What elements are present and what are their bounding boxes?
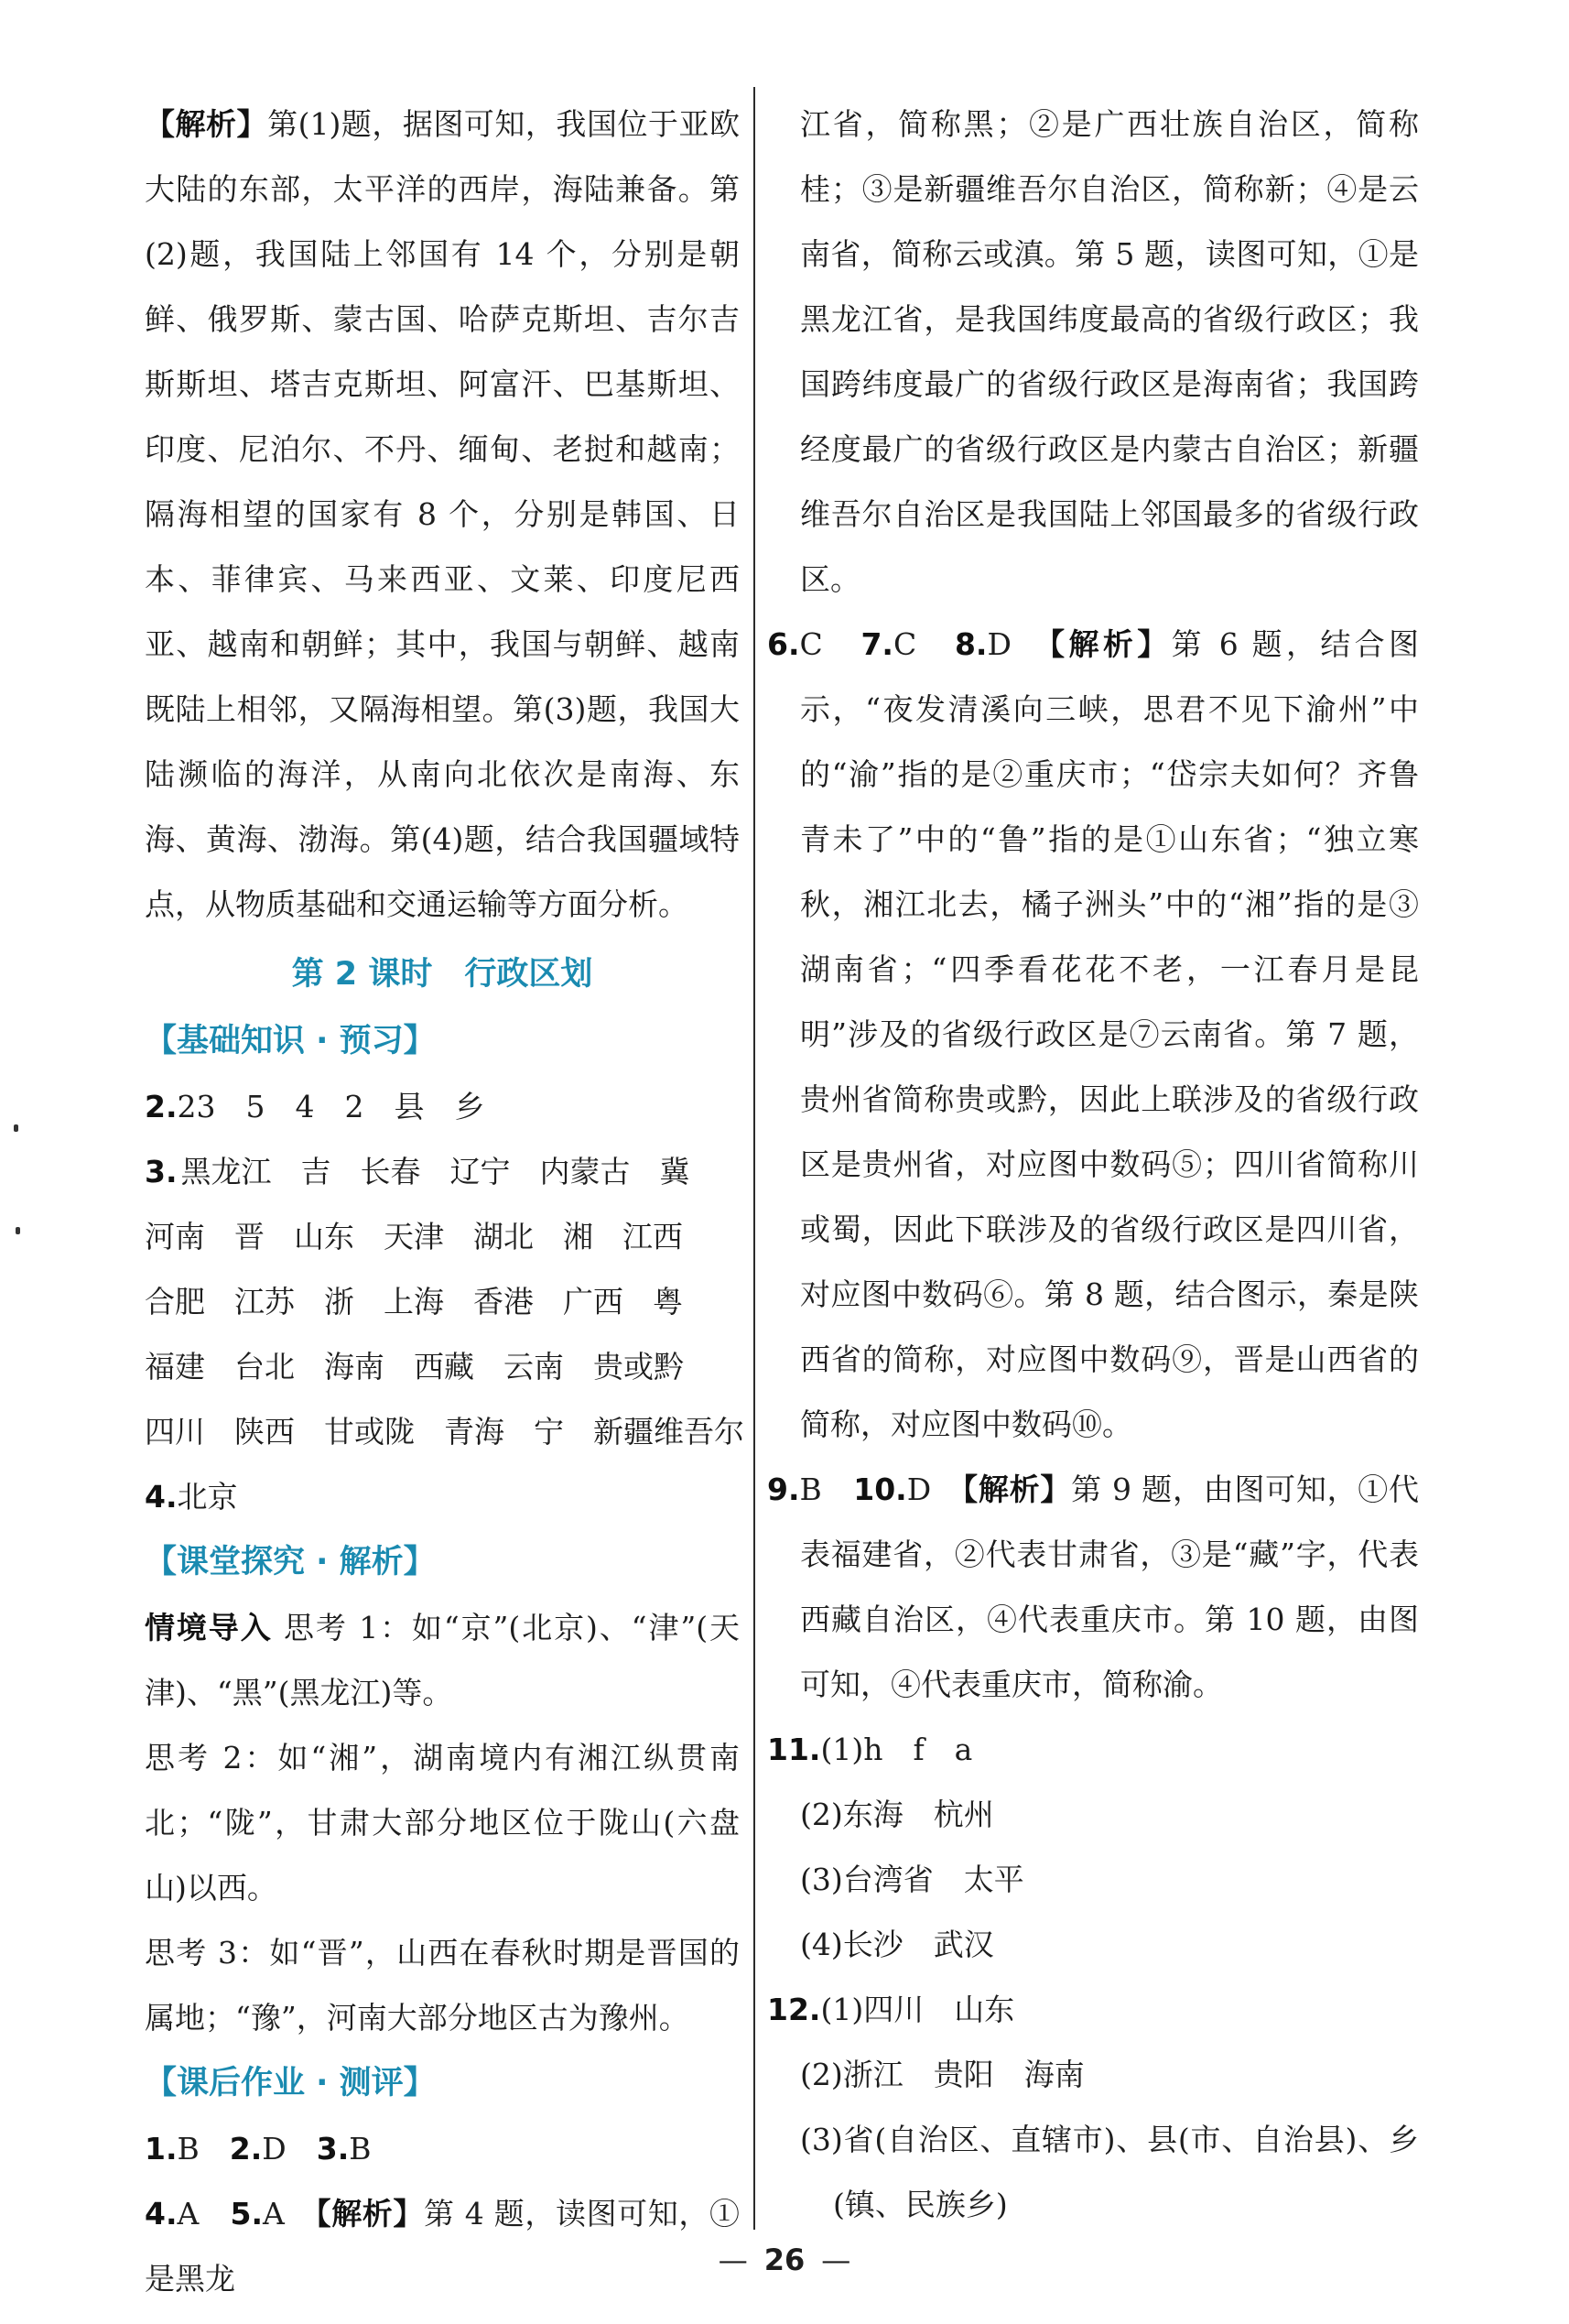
section-title-basic-knowledge: 【基础知识 · 预习】 — [145, 1023, 436, 1059]
footer-dash: — — [821, 2243, 851, 2277]
q3-row: 3. 黑龙江 吉 长春 辽宁 内蒙古 冀 — [145, 1154, 690, 1189]
q3-row: 合肥 江苏 浙 上海 香港 广西 粤 — [145, 1284, 683, 1319]
lesson-title: 第 2 课时 行政区划 — [291, 956, 593, 993]
scenario-think-2: 思考 2：如“湘”，湖南境内有湘江纵贯南北；“陇”，甘肃大部分地区位于陇山(六盘山)以西。 — [145, 1740, 740, 1906]
answer-q11-line: (2)东海 杭州 — [800, 1797, 994, 1832]
analysis-continued: 江省，简称黑；②是广西壮族自治区，简称桂；③是新疆维吾尔自治区，简称新；④是云南省，简称云或滇。第 5 题，读图可知，①是黑龙江省，是我国纬度最高的省级行政区；我国跨纬度最广的省级行政区是海南省；我国跨经度最广的省级行政区是内蒙古自治区；新疆维吾尔自治区是我国陆上邻国最多的省级行政区。 — [800, 106, 1419, 597]
answer-q12-line: (2)浙江 贵阳 海南 — [800, 2057, 1085, 2092]
answer-q3 — [145, 1139, 744, 1464]
answer-q11-line: 11.(1)h f a — [767, 1732, 973, 1767]
answers-1-3: 1.B 2.D 3.B — [145, 2131, 372, 2167]
analysis-paragraph: 【解析】第(1)题，据图可知，我国位于亚欧大陆的东部，太平洋的西岸，海陆兼备。第(2)题，我国陆上邻国有 14 个，分别是朝鲜、俄罗斯、蒙古国、哈萨克斯坦、吉尔吉斯斯坦、塔吉克斯坦、阿富汗、巴基斯坦、印度、尼泊尔、不丹、缅甸、老挝和越南；隔海相望的国家有 8 个，分别是韩国、日本、菲律宾、马来西亚、文莱、印度尼西亚、越南和朝鲜；其中，我国与朝鲜、越南既陆上相邻，又隔海相望。第(3)题，我国大陆濒临的海洋，从南向北依次是南海、东海、黄海、渤海。第(4)题，结合我国疆域特点，从物质基础和交通运输等方面分析。 — [145, 106, 741, 922]
answer-q12-line: (3)省(自治区、直辖市)、县(市、自治县)、乡(镇、民族乡) — [800, 2122, 1419, 2222]
answer-q11-line: (4)长沙 武汉 — [800, 1927, 994, 1962]
answer-q2: 2.23 5 4 2 县 乡 — [145, 1089, 485, 1124]
q3-row: 河南 晋 山东 天津 湖北 湘 江西 — [145, 1219, 683, 1254]
scenario-think-1: 情境导入 思考 1：如“京”(北京)、“津”(天津)、“黑”(黑龙江)等。 — [145, 1610, 740, 1710]
right-column — [767, 92, 1419, 2237]
answer-q12-line: 12.(1)四川 山东 — [767, 1992, 1015, 2027]
page-number: 26 — [763, 2243, 806, 2277]
section-title-homework: 【课后作业 · 测评】 — [145, 2065, 436, 2101]
footer-dash: — — [718, 2243, 748, 2277]
answer-q11-line: (3)台湾省 太平 — [800, 1862, 1024, 1897]
page-footer — [0, 2232, 1569, 2287]
q3-row: 福建 台北 海南 西藏 云南 贵或黔 — [145, 1349, 684, 1385]
scan-mark — [16, 1227, 20, 1234]
section-title-classroom: 【课堂探究 · 解析】 — [145, 1544, 436, 1580]
q3-row: 四川 陕西 甘或陇 青海 宁 新疆维吾尔 — [145, 1414, 744, 1450]
scenario-think-3: 思考 3：如“晋”，山西在春秋时期是晋国的属地；“豫”，河南大部分地区古为豫州。 — [145, 1935, 740, 2036]
answers-6-8: 6.C 7.C 8.D 【解析】第 6 题，结合图示，“夜发清溪向三峡，思君不见下渝州”中的“渝”指的是②重庆市；“岱宗夫如何？齐鲁青未了”中的“鲁”指的是①山东省；“独立寒秋，湘江北去，橘子洲头”中的“湘”指的是③湖南省；“四季看花花不老，一江春月是昆明”涉及的省级行政区是⑦云南省。第 7 题，贵州省简称贵或黔，因此上联涉及的省级行政区是贵州省，对应图中数码⑤；四川省简称川或蜀，因此下联涉及的省级行政区是四川省，对应图中数码⑥。第 8 题，结合图示，秦是陕西省的简称，对应图中数码⑨，晋是山西省的简称，对应图中数码⑩。 — [767, 626, 1420, 1442]
answer-q4: 4.北京 — [145, 1479, 238, 1515]
answers-9-10: 9.B 10.D 【解析】第 9 题，由图可知，①代表福建省，②代表甘肃省，③是“藏”字，代表西藏自治区，④代表重庆市。第 10 题，由图可知，④代表重庆市，简称渝。 — [767, 1472, 1420, 1702]
scan-mark — [14, 1124, 18, 1132]
answers-4-5: 4.A 5.A 【解析】第 4 题，读图可知，①是黑龙 — [145, 2196, 740, 2297]
left-column — [145, 92, 744, 2311]
column-divider — [753, 87, 755, 2230]
